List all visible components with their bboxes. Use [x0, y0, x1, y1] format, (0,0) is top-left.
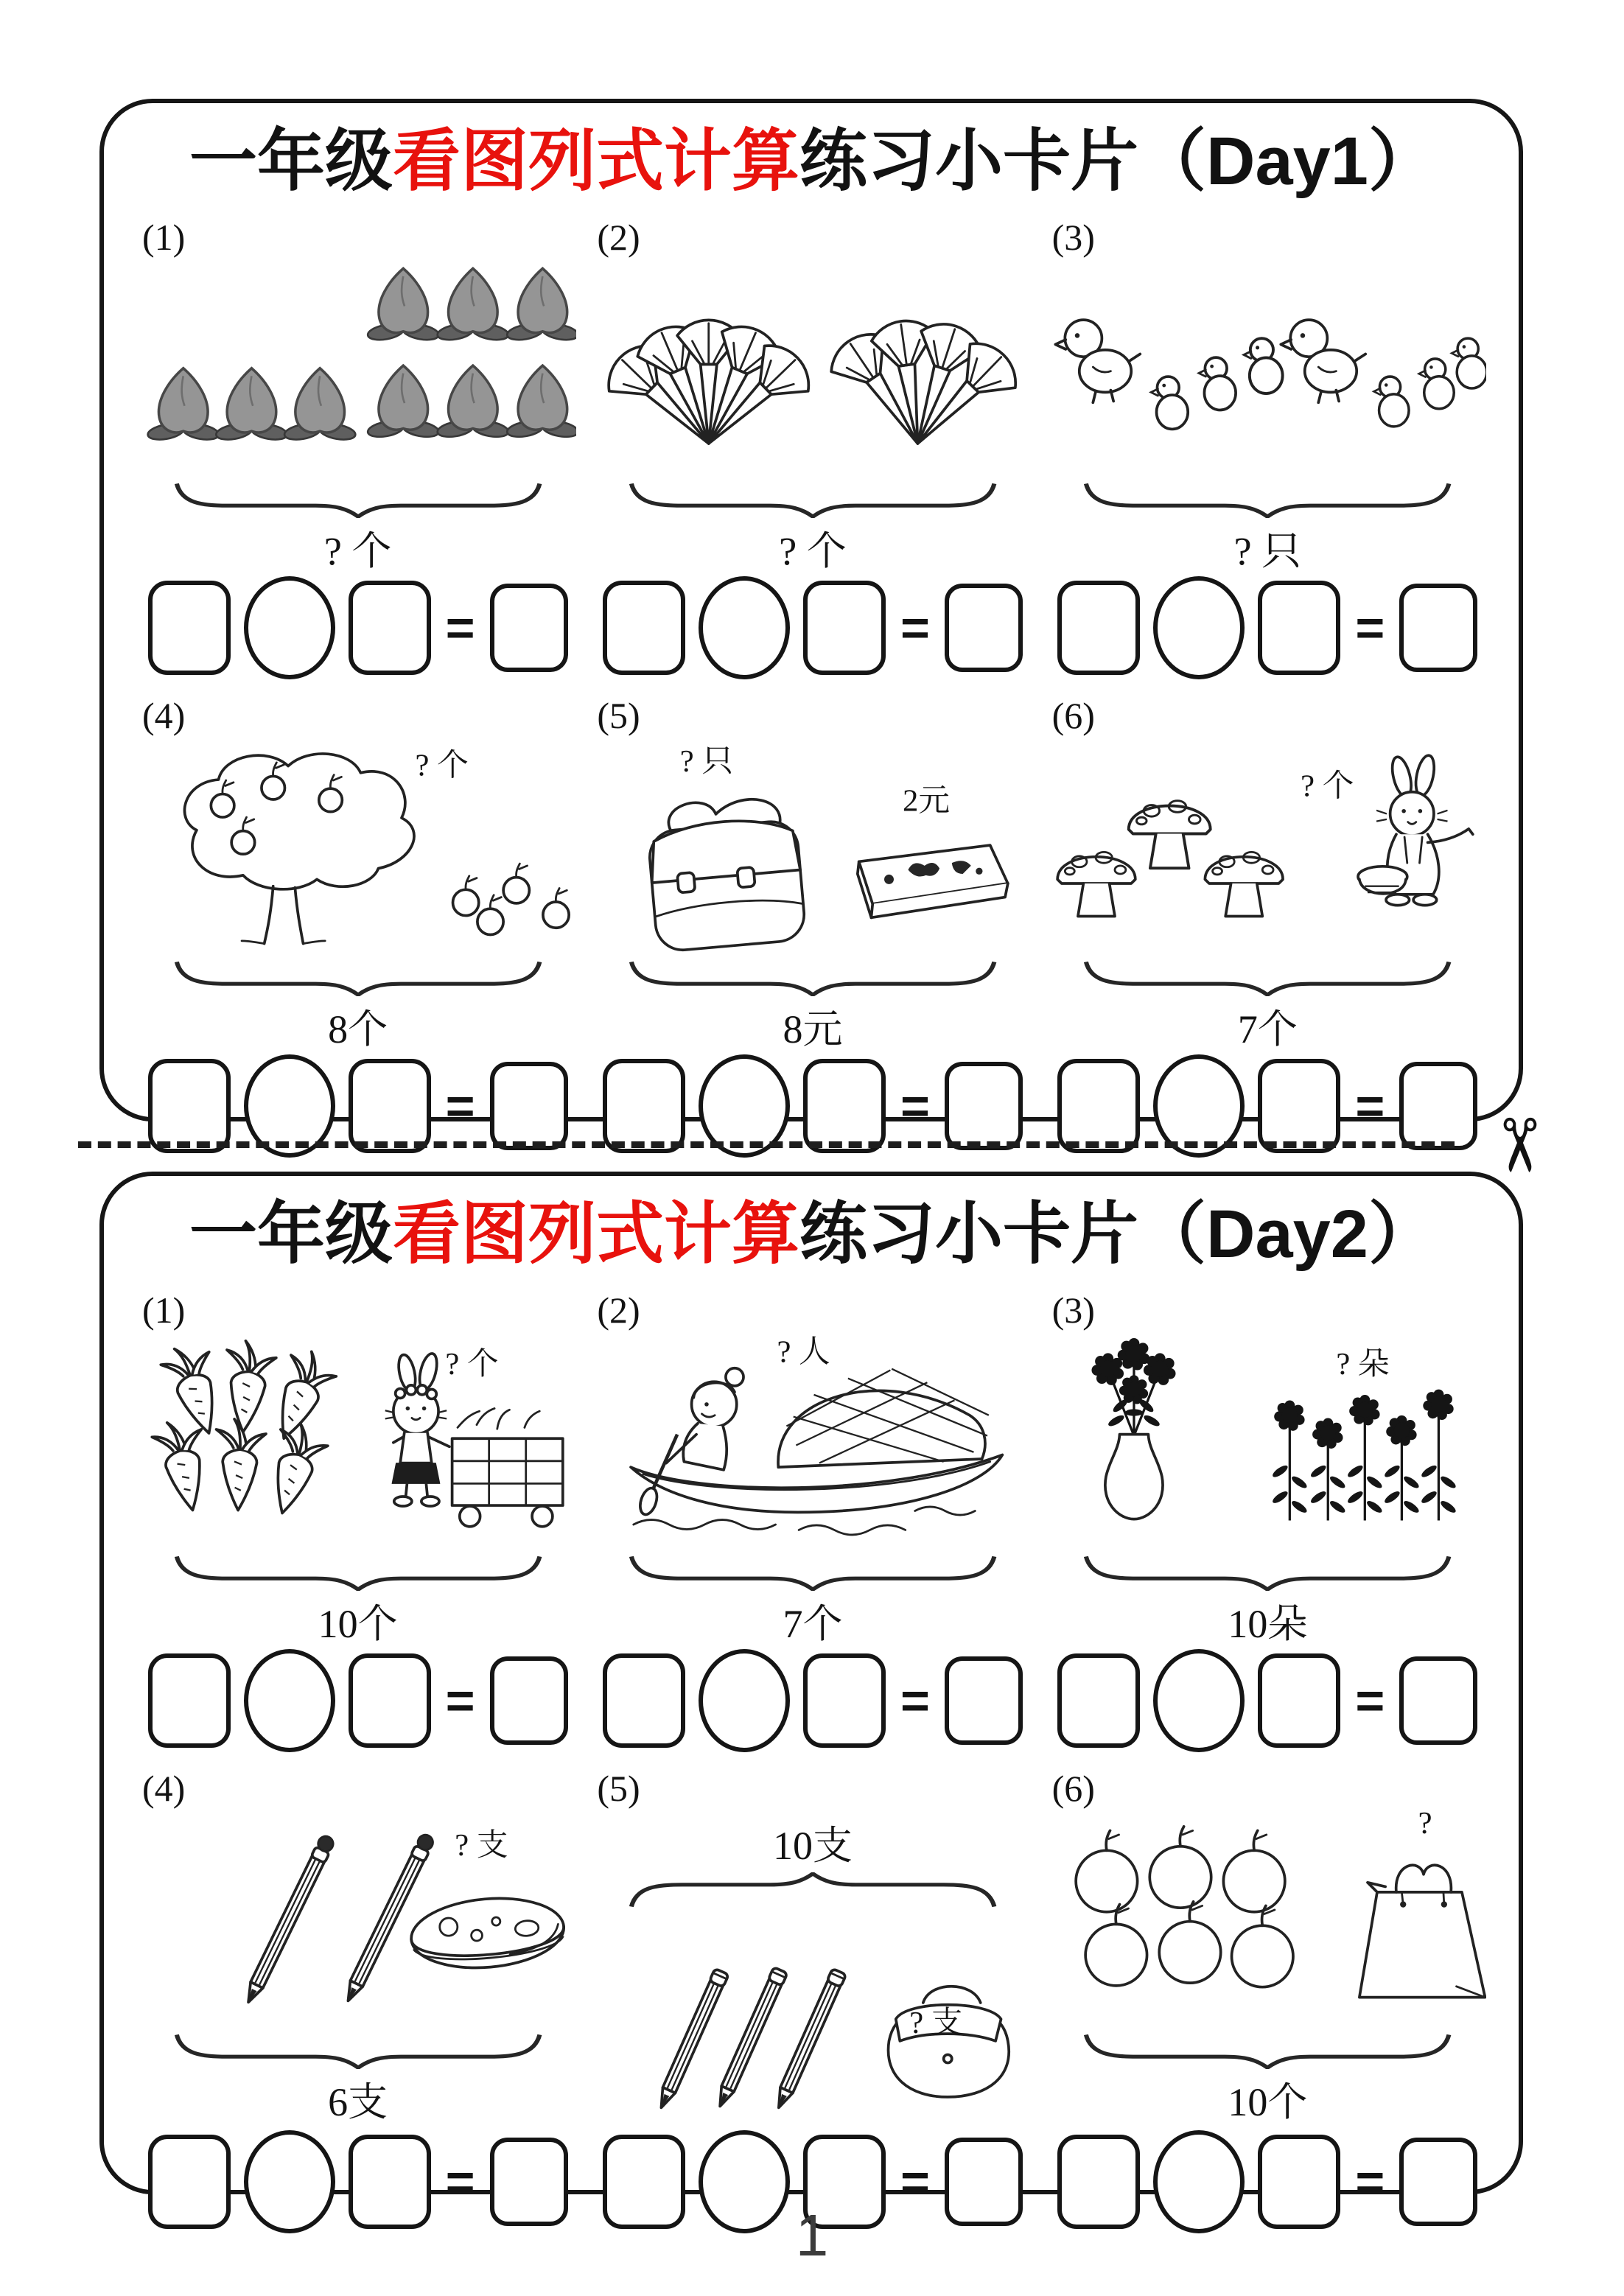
brace-path: [170, 478, 546, 518]
flower-icon: [1349, 1395, 1379, 1425]
problem-day2-4: [139, 1764, 576, 2239]
equals-sign: =: [900, 2154, 930, 2211]
answer-row: [1057, 576, 1477, 679]
answer-box-result: [945, 584, 1023, 672]
peach-icon: [506, 268, 577, 342]
illustration-inline-label: ? 个: [415, 748, 469, 783]
brace-path: [625, 1551, 1001, 1591]
bracket-quantity-label: 10支: [772, 1824, 853, 1869]
answer-box-first: [148, 1653, 231, 1748]
mushrooms-3-and-rabbit-illustration: [1049, 737, 1486, 955]
equals-sign: =: [900, 600, 930, 657]
mushroom-icon: [1057, 852, 1135, 916]
leaf-icon: [1270, 1463, 1289, 1479]
problem-number: (6): [1051, 695, 1095, 737]
leaf-icon: [1309, 1463, 1327, 1479]
answer-box-result: [1399, 584, 1477, 672]
bracket-quantity-label: 8元: [783, 1007, 843, 1052]
problem-number: (3): [1051, 1289, 1095, 1331]
boat-with-child-illustration: [594, 1331, 1031, 1550]
title-prefix: 一年级: [189, 124, 393, 199]
brace-bracket: [170, 956, 546, 996]
problem-number: (3): [1051, 217, 1095, 259]
answer-box-second: [349, 1653, 431, 1748]
flower-icon: [1312, 1418, 1343, 1449]
title-prefix: 一年级: [189, 1197, 393, 1272]
pencil-icon: [772, 1969, 847, 2111]
bracket-quantity-label: 10朵: [1228, 1602, 1308, 1647]
bracket-quantity-label: 7个: [1237, 1007, 1298, 1052]
equals-sign: =: [445, 1078, 475, 1135]
equals-sign: =: [1355, 1673, 1385, 1729]
answer-operator-circle: [699, 576, 790, 679]
pencil-icon: [341, 1833, 435, 2004]
title-highlight: 看图列式计算: [393, 1197, 800, 1272]
answer-box-result: [945, 1062, 1023, 1150]
equals-sign: =: [1355, 600, 1385, 657]
brace-bracket: [625, 956, 1001, 996]
pencil-icon: [654, 1969, 729, 2111]
brace-path: [625, 478, 1001, 518]
backpack-and-pencil-case-illustration: [594, 737, 1031, 955]
chick-icon: [1373, 377, 1409, 427]
problem-number: (6): [1051, 1768, 1095, 1810]
problem-day2-5: [594, 1764, 1031, 2239]
carrot-icon: [219, 1339, 278, 1435]
title-suffix: 练习小卡片（Day2）: [799, 1197, 1436, 1272]
problem-day2-2: [594, 1286, 1031, 1758]
leaf-icon: [1345, 1489, 1364, 1505]
water-wave-icon: [915, 1507, 976, 1515]
peach-icon: [283, 368, 356, 442]
answer-operator-circle: [1153, 1649, 1245, 1752]
apples-6-and-shopping-bag-illustration: [1049, 1810, 1486, 2028]
title-highlight: 看图列式计算: [393, 124, 800, 199]
vase-flowers-and-5-flowers-illustration: [1049, 1331, 1486, 1550]
problem-number: (1): [142, 1289, 186, 1331]
leaf-icon: [1328, 1474, 1346, 1490]
bracket-quantity-label: ? 只: [1233, 529, 1302, 574]
chick-icon: [1452, 338, 1486, 388]
peach-icon: [147, 368, 220, 442]
apple-icon: [1223, 1830, 1284, 1911]
illustration-inline-label: ? 支: [455, 1827, 508, 1863]
rabbit-icon: [1358, 754, 1473, 906]
peach-icon: [367, 365, 440, 439]
chick-icon: [1151, 377, 1188, 429]
apple-tree-4-plus-4-illustration: [139, 737, 576, 955]
answer-box-first: [148, 1059, 231, 1153]
chick-icon: [1244, 338, 1283, 393]
brace-path: [1079, 956, 1455, 996]
illustration-inline-label: 2元: [903, 783, 951, 819]
carrots-6-and-rabbit-cart-illustration: [139, 1331, 576, 1550]
brace-path: [625, 956, 1001, 996]
leaf-icon: [1289, 1499, 1308, 1514]
apple-icon: [477, 895, 503, 935]
answer-box-second: [1258, 1653, 1340, 1748]
bag-icon: [889, 1987, 1009, 2097]
apple-icon: [1159, 1902, 1220, 1983]
bracket-quantity-label: 7个: [783, 1602, 843, 1647]
answer-box-first: [148, 581, 231, 675]
illustration-inline-label: ?: [1418, 1810, 1432, 1841]
brace-bracket: [170, 2029, 546, 2069]
bracket-quantity-label: 8个: [328, 1007, 388, 1052]
worksheet-card-day2: [99, 1172, 1523, 2211]
bracket-quantity-label: 10个: [1228, 2080, 1308, 2125]
pencils-2-and-pencil-case-illustration: [139, 1810, 576, 2028]
bracket-quantity-label: ? 个: [779, 529, 847, 574]
leaf-icon: [1289, 1474, 1308, 1490]
pencil-case-icon: [408, 1892, 567, 1973]
problem-number: (2): [597, 1289, 640, 1331]
brace-bracket: [1079, 1551, 1455, 1591]
answer-box-result: [1399, 1656, 1477, 1745]
leaf-icon: [1365, 1474, 1383, 1490]
answer-box-first: [603, 581, 685, 675]
worksheet-title: [139, 1197, 1486, 1273]
answer-box-first: [1057, 1059, 1140, 1153]
apple-icon: [1149, 1827, 1211, 1908]
answer-row: [603, 576, 1023, 679]
brace-bracket: [170, 478, 546, 518]
brace-bracket: [625, 1872, 1001, 1912]
equals-sign: =: [1355, 1078, 1385, 1135]
brace-path: [625, 1872, 1001, 1912]
answer-row: [148, 1649, 568, 1752]
fan-bunches-5-plus-4-illustration: [594, 259, 1031, 477]
bracket-quantity-label: 10个: [318, 1602, 398, 1647]
worksheet-title: [139, 124, 1486, 200]
problem-number: (1): [142, 217, 186, 259]
leaf-icon: [1107, 1413, 1126, 1428]
flower-stems: [1289, 1414, 1438, 1521]
leaf-icon: [1401, 1499, 1420, 1514]
leaf-icon: [1270, 1489, 1289, 1505]
water-wave-icon: [799, 1525, 906, 1535]
brace-bracket: [1079, 956, 1455, 996]
problem-number: (2): [597, 217, 640, 259]
leaf-icon: [1328, 1499, 1346, 1514]
illustration-inline-label: ? 个: [445, 1347, 499, 1382]
answer-box-first: [603, 1059, 685, 1153]
equals-sign: =: [445, 2154, 475, 2211]
problem-number: (4): [142, 1768, 186, 1810]
answer-box-second: [803, 581, 886, 675]
answer-row: [1057, 1649, 1477, 1752]
leaf-icon: [1309, 1489, 1327, 1505]
flower-icon: [1144, 1353, 1176, 1385]
apple-icon: [503, 864, 529, 903]
pencils-3-and-bag-illustration: [594, 1912, 1031, 2130]
problem-number: (4): [142, 695, 186, 737]
brace-bracket: [625, 1551, 1001, 1591]
chick-groups-4-plus-4-illustration: [1049, 259, 1486, 477]
problem-day2-1: [139, 1286, 576, 1758]
apple-icon: [453, 876, 479, 916]
brace-bracket: [170, 1551, 546, 1591]
shopping-bag-icon: [1359, 1865, 1485, 1997]
vase-icon: [1105, 1435, 1163, 1519]
carrot-icon: [214, 1418, 267, 1511]
problem-number: (5): [597, 1768, 640, 1810]
answer-operator-circle: [244, 576, 335, 679]
leaf-icon: [1420, 1463, 1438, 1479]
mushroom-icon: [1128, 801, 1210, 869]
tree-canopy-icon: [185, 754, 414, 889]
carrot-icon: [259, 1419, 332, 1520]
answer-box-result: [490, 1062, 568, 1150]
leaf-icon: [1401, 1474, 1420, 1490]
pencil-icon: [713, 1967, 788, 2110]
equals-sign: =: [445, 1673, 475, 1729]
flower-icon: [1423, 1390, 1453, 1420]
flower-icon: [1274, 1400, 1304, 1430]
leaf-icon: [1125, 1409, 1143, 1415]
brace-path: [1079, 2029, 1455, 2069]
answer-row: [148, 576, 568, 679]
flower-icon: [1386, 1415, 1416, 1446]
leaf-icon: [1383, 1489, 1401, 1505]
illustration-inline-label: ? 朵: [1336, 1347, 1390, 1382]
answer-box-result: [945, 1656, 1023, 1745]
problem-day1-3: [1049, 213, 1486, 685]
leaf-icon: [1142, 1413, 1161, 1428]
brace-path: [1079, 478, 1455, 518]
title-suffix: 练习小卡片（Day1）: [799, 124, 1436, 199]
problem-day1-4: [139, 691, 576, 1163]
problem-day2-6: [1049, 1764, 1486, 2239]
leaf-icon: [1345, 1463, 1364, 1479]
answer-box-second: [349, 581, 431, 675]
mushroom-icon: [1205, 852, 1283, 916]
answer-box-result: [490, 1656, 568, 1745]
problem-day1-2: [594, 213, 1031, 685]
answer-box-second: [803, 1059, 886, 1153]
illustration-inline-label: ? 只: [680, 743, 734, 779]
brace-bracket: [1079, 478, 1455, 518]
answer-box-first: [1057, 1653, 1140, 1748]
brace-path: [170, 956, 546, 996]
peach-icon: [215, 368, 288, 442]
answer-operator-circle: [1153, 576, 1245, 679]
answer-box-second: [1258, 1059, 1340, 1153]
answer-box-second: [349, 1059, 431, 1153]
answer-operator-circle: [244, 1649, 335, 1752]
answer-box-result: [490, 584, 568, 672]
brace-path: [170, 2029, 546, 2069]
brace-bracket: [1079, 2029, 1455, 2069]
peach-icon: [506, 365, 577, 439]
worksheet-card-day1: [99, 99, 1523, 1135]
problems-grid: [139, 1286, 1486, 2239]
flower-icon: [1119, 1375, 1148, 1404]
peaches-3-plus-6-illustration: [139, 259, 576, 477]
peach-icon: [367, 268, 440, 342]
illustration-inline-label: ? 支: [909, 2005, 963, 2040]
problem-day1-6: [1049, 691, 1486, 1163]
pencil-icon: [242, 1834, 336, 2006]
brace-bracket: [625, 478, 1001, 518]
problem-number: (5): [597, 695, 640, 737]
scissors-icon: ✂: [1475, 1114, 1562, 1177]
answer-box-second: [803, 1653, 886, 1748]
chick-icon: [1281, 320, 1365, 402]
problem-day1-1: [139, 213, 576, 685]
apple-icon: [1231, 1905, 1292, 1987]
equals-sign: =: [900, 1673, 930, 1729]
apple-icon: [543, 889, 569, 928]
page-number: 1: [795, 2202, 829, 2268]
chick-icon: [1055, 320, 1140, 402]
apple-icon: [1076, 1830, 1137, 1911]
cut-line: [78, 1141, 1455, 1148]
brace-path: [1079, 1551, 1455, 1591]
water-wave-icon: [634, 1520, 776, 1530]
equals-sign: =: [900, 1078, 930, 1135]
answer-box-first: [603, 1653, 685, 1748]
bracket-quantity-label: ? 个: [323, 529, 392, 574]
answer-row: [603, 1649, 1023, 1752]
answer-box-result: [1399, 1062, 1477, 1150]
peach-icon: [436, 365, 509, 439]
answer-box-second: [1258, 581, 1340, 675]
leaf-icon: [1383, 1463, 1401, 1479]
illustration-inline-label: ? 个: [1300, 769, 1354, 804]
leaf-icon: [1420, 1489, 1438, 1505]
illustration-inline-label: ? 人: [777, 1334, 830, 1370]
apple-icon: [1085, 1905, 1147, 1986]
flower-icon: [1117, 1338, 1149, 1371]
leaf-icon: [1439, 1499, 1457, 1514]
problem-day1-5: [594, 691, 1031, 1163]
chick-icon: [1199, 357, 1236, 410]
answer-box-first: [1057, 581, 1140, 675]
bracket-quantity-label: 6支: [328, 2080, 388, 2125]
problem-day2-3: [1049, 1286, 1486, 1758]
brace-path: [170, 1551, 546, 1591]
problems-grid: [139, 213, 1486, 1163]
equals-sign: =: [445, 600, 475, 657]
pencil-box-icon: [858, 845, 1008, 917]
leaf-icon: [1365, 1499, 1383, 1514]
leaf-icon: [1439, 1474, 1457, 1490]
equals-sign: =: [1355, 2154, 1385, 2211]
chick-icon: [1418, 359, 1454, 409]
answer-operator-circle: [699, 1649, 790, 1752]
backpack-icon: [645, 794, 807, 953]
peach-icon: [436, 268, 509, 342]
